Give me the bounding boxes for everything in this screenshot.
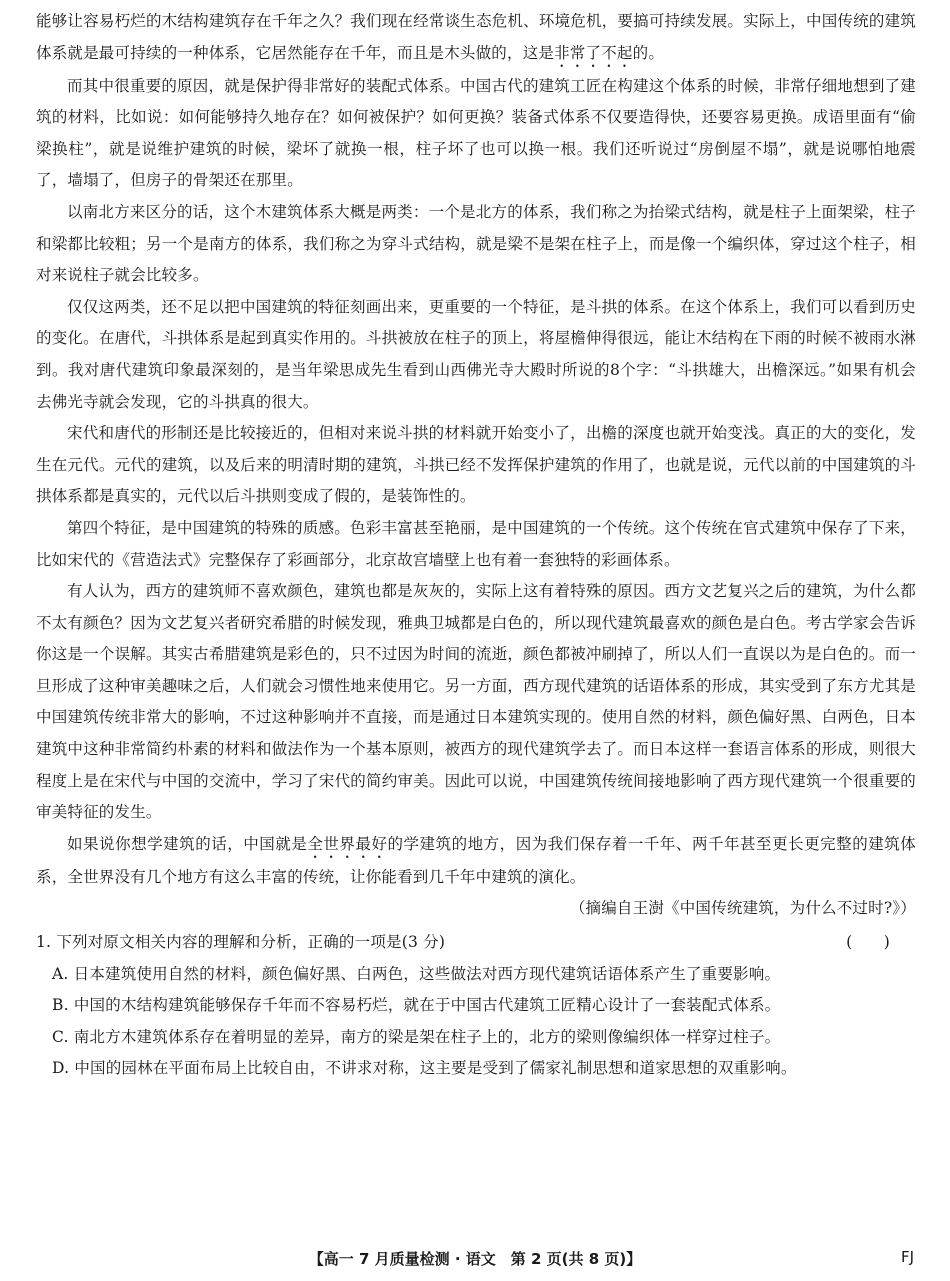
footer-label: 【高一 7 月质量检测 · 语文 第 2 页(共 8 页)】 [308,1250,642,1268]
paragraph-7 [36,829,916,894]
paragraph-0-end: 的。 [632,43,665,62]
paragraph-7-start: 如果说你想学建筑的话，中国就是 [67,834,308,853]
paragraph-0 [36,6,916,71]
footer-code: FJ [900,1248,914,1266]
paragraph-0-text: 能够让容易朽烂的木结构建筑存在千年之久？我们现在经常谈生态危机、环境危机，要搞可持续发展。实际上，中国传统的建筑体系就是最可持续的一种体系，它居然能存在千年，而且是木头做的，这是 [36,12,916,62]
question-1 [36,927,916,1085]
reading-passage [36,6,916,1085]
paragraph-6: 有人认为，西方的建筑师不喜欢颜色，建筑也都是灰灰的，实际上这有着特殊的原因。西方文艺复兴之后的建筑，为什么都不太有颜色？因为文艺复兴者研究希腊的时候发现，雅典卫城都是白色的，所以现代建筑最喜欢的颜色是白色。考古学家会告诉你这是一个误解。其实古希腊建筑是彩色的，只不过因为时间的流逝，颜色都被冲刷掉了，所以人们一直误以为是白色的。而一旦形成了这种审美趣味之后，人们就会习惯性地来使用它。另一方面，西方现代建筑的话语体系的形成，其实受到了东方尤其是中国建筑传统非常大的影响，不过这种影响并不直接，而是通过日本建筑实现的。使用自然的材料，颜色偏好黑、白两色，日本建筑中这种非常简约朴素的材料和做法作为一个基本原则，被西方的现代建筑学去了。而日本这样一套语言体系的形成，则很大程度上是在宋代与中国的交流中，学习了宋代的简约审美。因此可以说，中国建筑传统间接地影响了西方现代建筑一个很重要的审美特征的发生。 [36,582,916,822]
question-1-stem: 1. 下列对原文相关内容的理解和分析，正确的一项是(3 分) [36,933,446,952]
emphasized-phrase: 非常了不起 [554,43,633,62]
paragraph-5: 第四个特征，是中国建筑的特殊的质感。色彩丰富甚至艳丽，是中国建筑的一个传统。这个传统在官式建筑中保存了下来，比如宋代的《营造法式》完整保存了彩画部分，北京故宫墙壁上也有着一套独特的彩画体系。 [36,518,916,569]
option-a: A. 日本建筑使用自然的材料，颜色偏好黑、白两色，这些做法对西方现代建筑话语体系产生了重要影响。 [52,964,781,983]
paragraph-3: 仅仅这两类，还不足以把中国建筑的特征刻画出来，更重要的一个特征，是斗拱的体系。在这个体系上，我们可以看到历史的变化。在唐代，斗拱体系是起到真实作用的。斗拱被放在柱子的顶上，将屋檐伸得很远，能让木结构在下雨的时候不被雨水淋到。我对唐代建筑印象最深刻的，是当年梁思成先生看到山西佛光寺大殿时所说的8个字：“斗拱雄大，出檐深远。”如果有机会去佛光寺就会发现，它的斗拱真的很大。 [36,297,916,411]
option-c: C. 南北方木建筑体系存在着明显的差异，南方的梁是架在柱子上的，北方的梁则像编织体一样穿过柱子。 [52,1027,781,1046]
option-d: D. 中国的园林在平面布局上比较自由，不讲求对称，这主要是受到了儒家礼制思想和道家思想的双重影响。 [52,1059,797,1078]
source-citation: （摘编自王澍《中国传统建筑，为什么不过时?》） [569,899,916,918]
page-footer [0,1244,950,1274]
paragraph-4: 宋代和唐代的形制还是比较接近的，但相对来说斗拱的材料就开始变小了，出檐的深度也就开始变浅。真正的大的变化，发生在元代。元代的建筑，以及后来的明清时期的建筑，斗拱已经不发挥保护建筑的作用了，也就是说，元代以前的中国建筑的斗拱体系都是真实的，元代以后斗拱则变成了假的，是装饰性的。 [36,424,916,506]
answer-bracket: ( ) [846,933,890,952]
paragraph-2: 以南北方来区分的话，这个木建筑体系大概是两类：一个是北方的体系，我们称之为抬梁式结构，就是柱子上面架梁，柱子和梁都比较粗；另一个是南方的体系，我们称之为穿斗式结构，就是梁不是架在柱子上，而是像一个编织体，穿过这个柱子，相对来说柱子就会比较多。 [36,202,916,285]
paragraph-7-end: 的学建筑的地方，因为我们保存着一千年、两千年甚至更长更完整的建筑体系，全世界没有几个地方有这么丰富的传统，让你能看到几千年中建筑的演化。 [36,834,916,886]
emphasized-phrase-2: 全世界最好 [307,834,388,853]
paragraph-1: 而其中很重要的原因，就是保护得非常好的装配式体系。中国古代的建筑工匠在构建这个体系的时候，非常仔细地想到了建筑的材料，比如说：如何能够持久地存在？如何被保护？如何更换？装备式体系不仅要造得快，还要容易更换。成语里面有“偷梁换柱”，就是说维护建筑的时候，梁坏了就换一根，柱子坏了也可以换一根。我们还听说过“房倒屋不塌”，就是说哪怕地震了，墙塌了，但房子的骨架还在那里。 [36,76,916,190]
option-b: B. 中国的木结构建筑能够保存千年而不容易朽烂，就在于中国古代建筑工匠精心设计了一套装配式体系。 [52,996,781,1015]
question-1-head [36,927,916,959]
